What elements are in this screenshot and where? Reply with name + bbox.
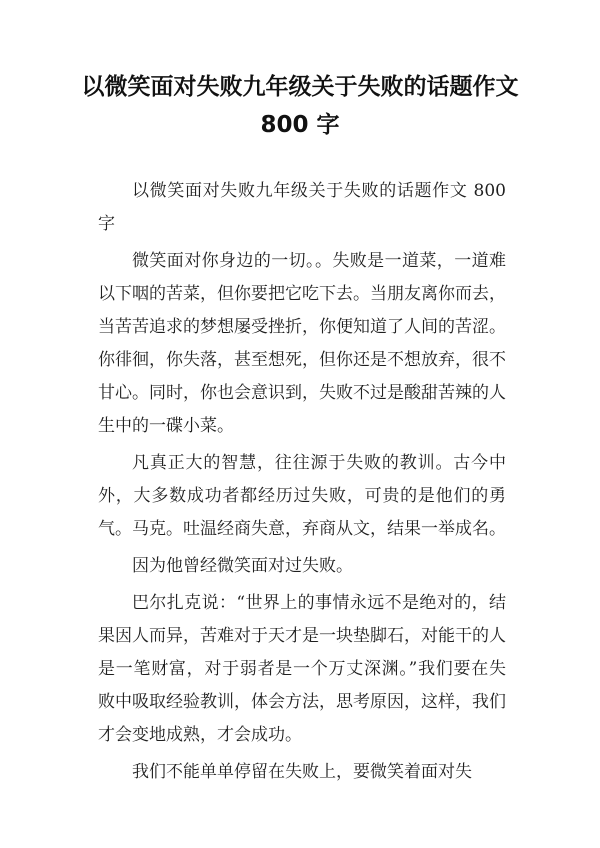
paragraph: 因为他曾经微笑面对过失败。 (132, 556, 353, 576)
document-body (98, 175, 506, 789)
paragraph: 我们不能单单停留在失败上，要微笑着面对失 (132, 762, 472, 782)
document-title: 以微笑面对失败九年级关于失败的话题作文 800 字 (81, 74, 519, 138)
paragraph: 巴尔扎克说：“世界上的事情永远不是绝对的，结果因人而异，苦难对于天才是一块垫脚石，对能干的人是一笔财富，对于弱者是一个万丈深渊。”我们要在失败中吸取经验教训，体会方法，思考原因，这样，我们才会变地成熟，才会成功。 (98, 593, 506, 745)
paragraph: 凡真正大的智慧，往往源于失败的教训。古今中外，大多数成功者都经历过失败，可贵的是他们的勇气。马克。吐温经商失意，弃商从文，结果一举成名。 (98, 453, 506, 539)
paragraph: 微笑面对你身边的一切。。失败是一道菜，一道难以下咽的苦菜，但你要把它吃下去。当朋友离你而去，当苦苦追求的梦想屡受挫折，你便知道了人间的苦涩。你徘徊，你失落，甚至想死，但你还是不想放弃，很不甘心。同时，你也会意识到，失败不过是酸甜苦辣的人生中的一碟小菜。 (98, 251, 506, 436)
paragraph-subtitle: 以微笑面对失败九年级关于失败的话题作文 800 字 (98, 181, 506, 234)
